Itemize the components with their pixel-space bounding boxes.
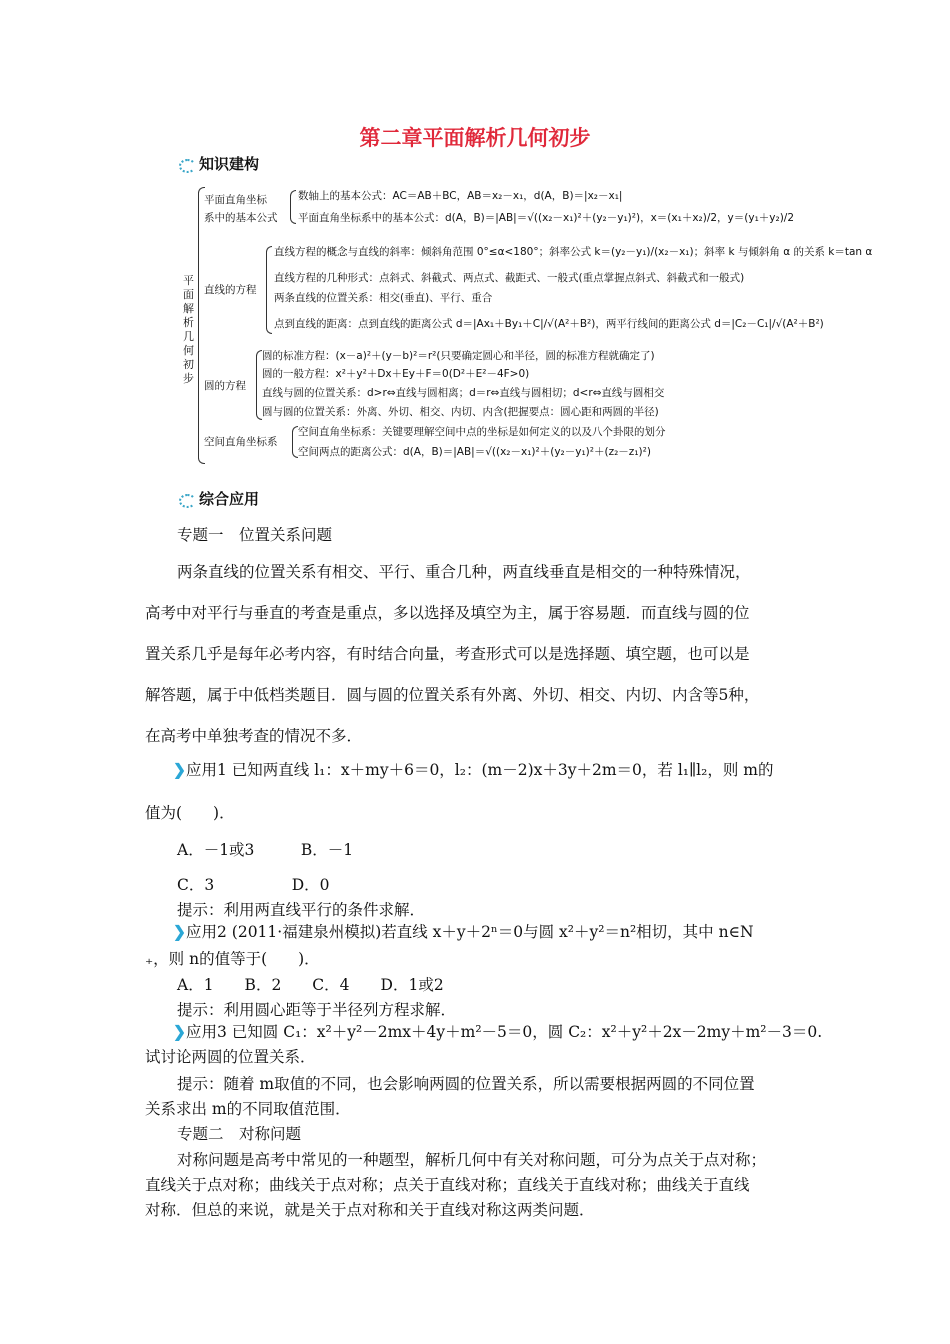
paragraph-line: 关系求出 m的不同取值范围． — [145, 1100, 351, 1118]
map-branch-coords-2: 系中的基本公式 — [204, 212, 278, 224]
paragraph-line: 值为( )． — [145, 804, 235, 822]
map-root: 平面解析几何初步 — [183, 274, 194, 385]
paragraph-line: 对称问题是高考中常见的一种题型，解析几何中有关对称问题，可分为点关于点对称； — [177, 1151, 767, 1169]
application-3: ❯应用3 已知圆 C₁：x²＋y²－2mx＋4y＋m²－5＝0，圆 C₂：x²＋y²＋2x－2my＋m²－3＝0. — [173, 1022, 823, 1041]
map-item: 平面直角坐标系中的基本公式：d(A，B)＝|AB|＝√((x₂－x₁)²＋(y₂－y₁)²)，x＝(x₁＋x₂)/2，y＝(y₁＋y₂)/2 — [298, 212, 795, 224]
application-marker-icon: ❯ — [173, 760, 186, 779]
hint-line: 提示：随着 m取值的不同，也会影响两圆的位置关系，所以需要根据两圆的不同位置 — [177, 1075, 755, 1093]
paragraph-line: 高考中对平行与垂直的考查是重点，多以选择及填空为主，属于容易题．而直线与圆的位 — [145, 604, 750, 622]
topic-heading: 专题二 对称问题 — [177, 1125, 302, 1143]
option-line: A．1 B．2 C．4 D．1或2 — [177, 976, 444, 994]
application-marker-icon: ❯ — [173, 922, 186, 941]
application-marker-icon: ❯ — [173, 1022, 186, 1041]
map-item: 圆的一般方程：x²＋y²＋Dx＋Ey＋F＝0(D²＋E²－4F>0) — [262, 368, 530, 380]
paragraph-line: ₊，则 n的值等于( )． — [145, 950, 320, 968]
root-brace — [198, 187, 205, 464]
map-item: 直线方程的几种形式：点斜式、斜截式、两点式、截距式、一般式(重点掌握点斜式、斜截式和一般式) — [274, 272, 745, 284]
map-item: 直线方程的概念与直线的斜率：倾斜角范围 0°≤α<180°；斜率公式 k＝(y₂－y₁)/(x₂－x₁)；斜率 k 与倾斜角 α 的关系 k＝tan α — [274, 246, 873, 258]
map-branch-circle: 圆的方程 — [204, 380, 246, 392]
application-2: ❯应用2 (2011·福建泉州模拟)若直线 x＋y＋2ⁿ＝0与圆 x²＋y²＝n²相切，其中 n∈N — [173, 922, 754, 941]
map-item: 圆的标准方程：(x－a)²＋(y－b)²＝r²(只要确定圆心和半径，圆的标准方程就确定了) — [262, 350, 655, 362]
page-title: 第二章平面解析几何初步 — [359, 126, 591, 150]
hint-line: 提示：利用圆心距等于半径列方程求解． — [177, 1001, 457, 1019]
topic-heading: 专题一 位置关系问题 — [177, 526, 333, 544]
knowledge-map — [178, 182, 878, 472]
paragraph-line: 两条直线的位置关系有相交、平行、重合几种，两直线垂直是相交的一种特殊情况， — [177, 563, 751, 581]
map-branch-line: 直线的方程 — [204, 284, 257, 296]
map-item: 两条直线的位置关系：相交(垂直)、平行、重合 — [274, 292, 493, 304]
map-item: 直线与圆的位置关系：d>r⇔直线与圆相离；d＝r⇔直线与圆相切；d<r⇔直线与圆相交 — [262, 387, 665, 399]
paragraph-line: 在高考中单独考查的情况不多． — [145, 727, 363, 745]
map-item: 空间两点的距离公式：d(A，B)＝|AB|＝√((x₂－x₁)²＋(y₂－y₁)²＋(z₂－z₁)²) — [298, 446, 651, 458]
section-heading-application: 综合应用 — [178, 488, 259, 509]
section-heading-knowledge: 知识建构 — [178, 153, 259, 174]
brace-2 — [266, 246, 272, 334]
section-marker-icon — [178, 157, 196, 171]
paragraph-line: 试讨论两圆的位置关系． — [145, 1048, 316, 1066]
option-line: A．－1或3 B．－1 — [177, 841, 354, 859]
paragraph-line: 解答题，属于中低档类题目．圆与圆的位置关系有外离、外切、相交、内切、内含等5种， — [145, 686, 760, 704]
paragraph-line: 对称．但总的来说，就是关于点对称和关于直线对称这两类问题． — [145, 1201, 595, 1219]
paragraph-line: 置关系几乎是每年必考内容，有时结合向量，考查形式可以是选择题、填空题，也可以是 — [145, 645, 750, 663]
map-branch-coords: 平面直角坐标 — [204, 194, 267, 206]
paragraph-line: 直线关于点对称；曲线关于点对称；点关于直线对称；直线关于直线对称；曲线关于直线 — [145, 1176, 750, 1194]
map-item: 圆与圆的位置关系：外离、外切、相交、内切、内含(把握要点：圆心距和两圆的半径) — [262, 406, 659, 418]
application-1: ❯应用1 已知两直线 l₁：x＋my＋6＝0，l₂：(m－2)x＋3y＋2m＝0，若 l₁∥l₂，则 m的 — [173, 760, 774, 779]
map-item: 数轴上的基本公式：AC＝AB＋BC，AB＝x₂－x₁，d(A，B)＝|x₂－x₁| — [298, 190, 623, 202]
brace-1 — [290, 190, 296, 224]
map-item: 点到直线的距离：点到直线的距离公式 d＝|Ax₁＋By₁＋C|/√(A²＋B²)，两平行线间的距离公式 d＝|C₂－C₁|/√(A²＋B²) — [274, 318, 824, 330]
hint-line: 提示：利用两直线平行的条件求解． — [177, 901, 426, 919]
section-marker-icon — [178, 492, 196, 506]
map-branch-space: 空间直角坐标系 — [204, 436, 278, 448]
map-item: 空间直角坐标系：关键要理解空间中点的坐标是如何定义的以及八个卦限的划分 — [298, 426, 666, 438]
option-line: C．3 D．0 — [177, 876, 330, 894]
